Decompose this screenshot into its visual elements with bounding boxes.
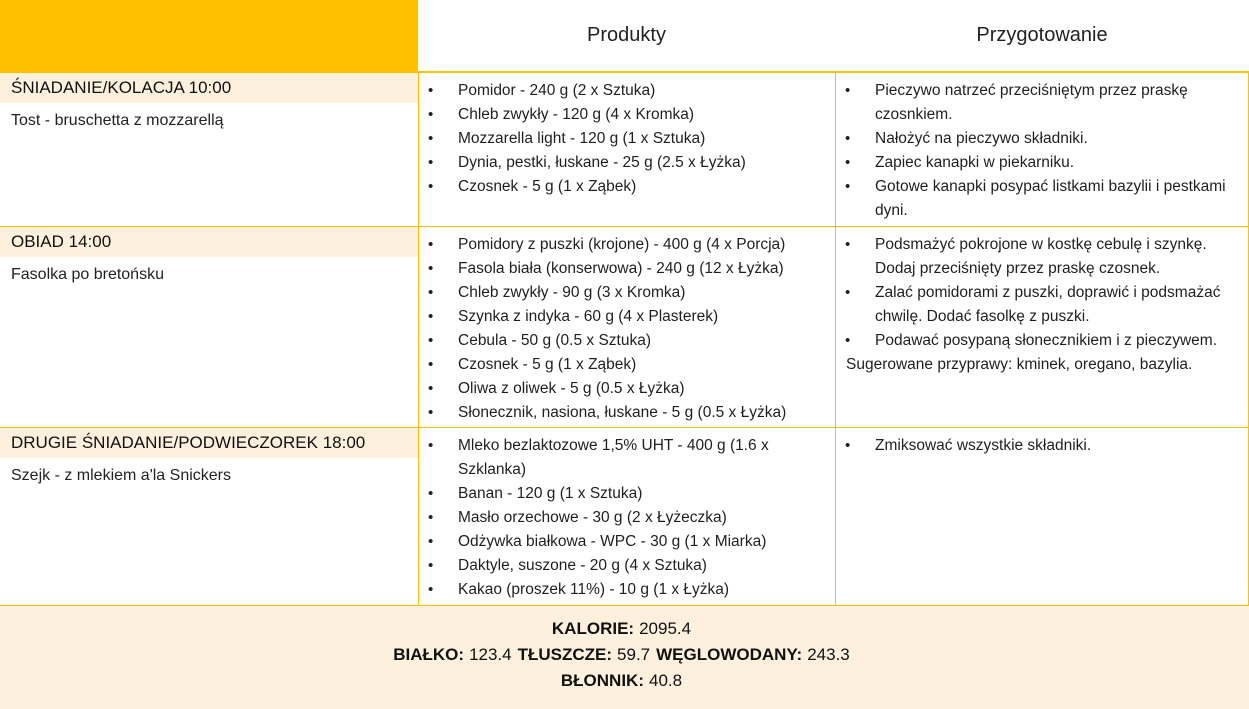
- product-item: • Chleb zwykły - 90 g (3 x Kromka): [428, 281, 827, 305]
- dish-name: Fasolka po bretońsku: [11, 266, 164, 283]
- product-item: • Czosnek - 5 g (1 x Ząbek): [428, 175, 827, 199]
- product-item: • Dynia, pestki, łuskane - 25 g (2.5 x Łyżka): [428, 151, 827, 175]
- step-item: • Zalać pomidorami z puszki, doprawić i podsmażać chwilę. Dodać fasolkę z puszki.: [845, 281, 1240, 329]
- product-item: • Szynka z indyka - 60 g (4 x Plasterek): [428, 305, 827, 329]
- nutrition-summary: [0, 605, 1249, 709]
- step-item: • Zmiksować wszystkie składniki.: [845, 434, 1240, 458]
- meal-cell: [0, 72, 418, 226]
- step-item: • Zapiec kanapki w piekarniku.: [845, 151, 1240, 175]
- product-item: • Chleb zwykły - 120 g (4 x Kromka): [428, 103, 827, 127]
- step-item: • Podsmażyć pokrojone w kostkę cebulę i szynkę. Dodaj przeciśnięty przez praskę czosnek.: [845, 233, 1240, 281]
- fiber-value: 40.8: [649, 671, 683, 690]
- meal-title: DRUGIE ŚNIADANIE/PODWIECZOREK 18:00: [0, 428, 418, 458]
- dish-name: Tost - bruschetta z mozzarellą: [11, 112, 224, 129]
- summary-line-macros: [0, 642, 1249, 668]
- product-item: • Fasola biała (konserwowa) - 240 g (12 x Łyżka): [428, 257, 827, 281]
- preparation-list: [845, 233, 1240, 353]
- product-item: • Czosnek - 5 g (1 x Ząbek): [428, 353, 827, 377]
- product-item: • Mozzarella light - 120 g (1 x Sztuka): [428, 127, 827, 151]
- products-list: [428, 434, 827, 602]
- product-item: • Odżywka białkowa - WPC - 30 g (1 x Miarka): [428, 530, 827, 554]
- products-list: [428, 79, 827, 199]
- product-item: • Pomidor - 240 g (2 x Sztuka): [428, 79, 827, 103]
- dish-name: Szejk - z mlekiem a'la Snickers: [11, 467, 231, 484]
- product-item: • Mleko bezlaktozowe 1,5% UHT - 400 g (1.6 x Szklanka): [428, 434, 827, 482]
- products-cell: [418, 72, 835, 226]
- calories-value: 2095.4: [639, 619, 692, 638]
- header-preparation: Przygotowanie: [835, 0, 1249, 72]
- product-item: • Banan - 120 g (1 x Sztuka): [428, 482, 827, 506]
- product-item: • Masło orzechowe - 30 g (2 x Łyżeczka): [428, 506, 827, 530]
- product-item: • Daktyle, suszone - 20 g (4 x Sztuka): [428, 554, 827, 578]
- preparation-list: [845, 79, 1240, 223]
- fiber-label: BŁONNIK:: [560, 671, 644, 690]
- seasoning-note: Sugerowane przyprawy: kminek, oregano, bazylia.: [846, 356, 1193, 373]
- summary-line-fiber: [0, 668, 1249, 694]
- meal-cell: [0, 427, 418, 605]
- preparation-cell: [835, 427, 1249, 605]
- calories-label: KALORIE:: [551, 619, 635, 638]
- product-item: • Pomidory z puszki (krojone) - 400 g (4 x Porcja): [428, 233, 827, 257]
- meal-title: OBIAD 14:00: [0, 227, 418, 257]
- preparation-cell: [835, 72, 1249, 226]
- product-item: • Cebula - 50 g (0.5 x Sztuka): [428, 329, 827, 353]
- carbs-label: WĘGLOWODANY:: [656, 645, 803, 664]
- protein-value: 123.4: [469, 645, 512, 664]
- carbs-value: 243.3: [807, 645, 850, 664]
- products-cell: [418, 226, 835, 427]
- product-item: • Oliwa z oliwek - 5 g (0.5 x Łyżka): [428, 377, 827, 401]
- header-corner: [0, 0, 418, 72]
- preparation-cell: [835, 226, 1249, 427]
- summary-line-calories: [0, 616, 1249, 642]
- preparation-list: [845, 434, 1240, 458]
- step-item: • Podawać posypaną słonecznikiem i z pieczywem.: [845, 329, 1240, 353]
- products-list: [428, 233, 827, 425]
- step-item: • Nałożyć na pieczywo składniki.: [845, 127, 1240, 151]
- fat-value: 59.7: [617, 645, 651, 664]
- products-cell: [418, 427, 835, 605]
- step-item: • Pieczywo natrzeć przeciśniętym przez praskę czosnkiem.: [845, 79, 1240, 127]
- product-item: • Kakao (proszek 11%) - 10 g (1 x Łyżka): [428, 578, 827, 602]
- step-item: • Gotowe kanapki posypać listkami bazylii i pestkami dyni.: [845, 175, 1240, 223]
- protein-label: BIAŁKO:: [393, 645, 465, 664]
- header-products: Produkty: [418, 0, 835, 72]
- fat-label: TŁUSZCZE:: [517, 645, 613, 664]
- meal-cell: [0, 226, 418, 427]
- meal-title: ŚNIADANIE/KOLACJA 10:00: [0, 73, 418, 103]
- product-item: • Słonecznik, nasiona, łuskane - 5 g (0.5 x Łyżka): [428, 401, 827, 425]
